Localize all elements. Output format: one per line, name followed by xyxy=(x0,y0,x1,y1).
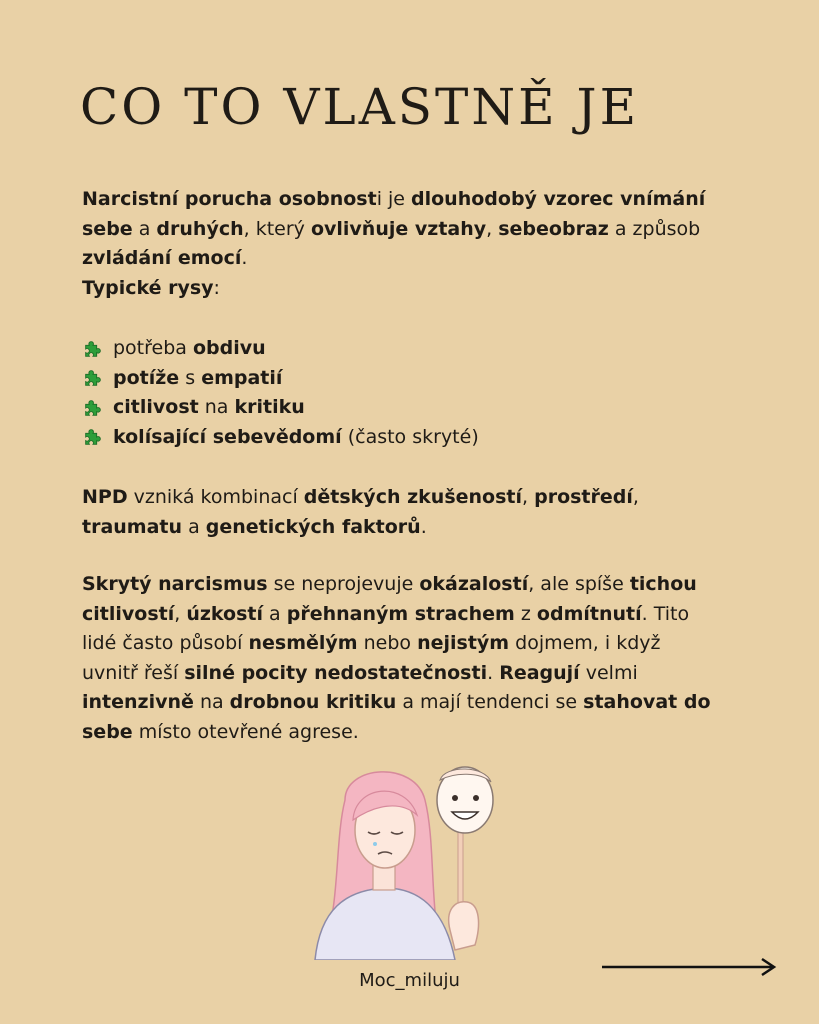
covert-text: silné pocity nedostatečnosti xyxy=(184,661,488,684)
trait-item xyxy=(82,364,722,394)
puzzle-icon xyxy=(82,397,104,419)
intro-text: i je xyxy=(376,188,412,210)
covert-text: , ale spíše xyxy=(528,573,630,595)
covert-text: nejistým xyxy=(417,632,510,654)
covert-text: dojmem, i když uvnitř řeší xyxy=(82,632,661,684)
covert-text: přehnaným strachem xyxy=(286,602,515,625)
author-caption: Moc_miluju xyxy=(359,970,460,991)
covert-text: z xyxy=(514,602,537,625)
woman-with-mask-illustration xyxy=(305,760,515,960)
intro-text: a způsob xyxy=(608,217,701,240)
npd-text: traumatu xyxy=(82,515,183,538)
covert-text: se neprojevuje xyxy=(267,573,420,595)
covert-text: Skrytý narcismus xyxy=(82,573,268,595)
covert-text: intenzivně xyxy=(82,691,194,713)
trait-text: kritiku xyxy=(234,396,305,418)
puzzle-icon xyxy=(82,367,104,389)
intro-text: sebeobraz xyxy=(498,217,609,240)
puzzle-icon xyxy=(82,338,104,360)
covert-text: místo otevřené agrese. xyxy=(132,720,359,743)
covert-text: Reagují xyxy=(499,661,580,684)
npd-text: dětských zkušeností xyxy=(303,486,522,508)
intro-text: a xyxy=(132,217,157,240)
covert-text: . Tito lidé často působí xyxy=(82,602,690,654)
covert-text: stahovat do sebe xyxy=(82,691,711,743)
covert-text: velmi xyxy=(579,661,638,684)
npd-text: prostředí xyxy=(534,486,633,508)
trait-item xyxy=(82,334,722,364)
trait-text: na xyxy=(198,396,235,418)
covert-text: tichou citlivostí xyxy=(82,573,697,625)
intro-text: . xyxy=(241,247,248,269)
npd-text: a xyxy=(182,515,206,538)
trait-text: obdivu xyxy=(192,337,266,359)
covert-text: a mají tendenci se xyxy=(396,691,584,713)
intro-text: ovlivňuje vztahy xyxy=(310,217,487,240)
trait-text: (často skryté) xyxy=(341,425,479,448)
npd-text: , xyxy=(522,486,535,508)
traits-list xyxy=(82,334,722,452)
intro-text: , který xyxy=(243,217,311,240)
covert-text: nebo xyxy=(357,632,418,654)
trait-text: s xyxy=(179,366,202,389)
intro-text: dlouhodobý vzorec vnímání sebe xyxy=(82,188,706,240)
covert-narcissism-paragraph xyxy=(82,570,722,747)
covert-text: nesmělým xyxy=(248,632,358,654)
covert-text: drobnou kritiku xyxy=(229,691,397,713)
intro-paragraph xyxy=(82,185,722,303)
trait-text: empatií xyxy=(201,366,283,389)
trait-text: kolísající sebevědomí xyxy=(113,425,342,448)
npd-text: . xyxy=(420,515,427,538)
trait-item xyxy=(82,423,722,453)
trait-text: citlivost xyxy=(113,396,199,418)
trait-text: potíže xyxy=(113,366,180,389)
covert-text: okázalostí xyxy=(419,573,529,595)
npd-text: , xyxy=(632,486,639,508)
covert-text: . xyxy=(487,661,500,684)
npd-text: vzniká kombinací xyxy=(127,486,304,508)
covert-text: odmítnutí xyxy=(536,602,642,625)
trait-text: potřeba xyxy=(113,337,193,359)
intro-text: druhých xyxy=(156,217,244,240)
covert-text: úzkostí xyxy=(186,602,263,625)
npd-paragraph xyxy=(82,483,722,542)
intro-text: Narcistní porucha osobnost xyxy=(82,188,377,210)
intro-text: , xyxy=(486,217,499,240)
intro-text: zvládání emocí xyxy=(82,247,242,269)
arrow-right-icon[interactable] xyxy=(600,955,780,979)
page-title: CO TO VLASTNĚ JE xyxy=(80,78,640,136)
puzzle-icon xyxy=(82,426,104,448)
npd-text: NPD xyxy=(82,486,128,508)
npd-text: genetických faktorů xyxy=(205,515,421,538)
covert-text: , xyxy=(174,602,187,625)
traits-heading: Typické rysy xyxy=(82,276,214,299)
covert-text: a xyxy=(263,602,287,625)
traits-heading-colon: : xyxy=(213,276,220,299)
trait-item xyxy=(82,393,722,423)
covert-text: na xyxy=(193,691,230,713)
